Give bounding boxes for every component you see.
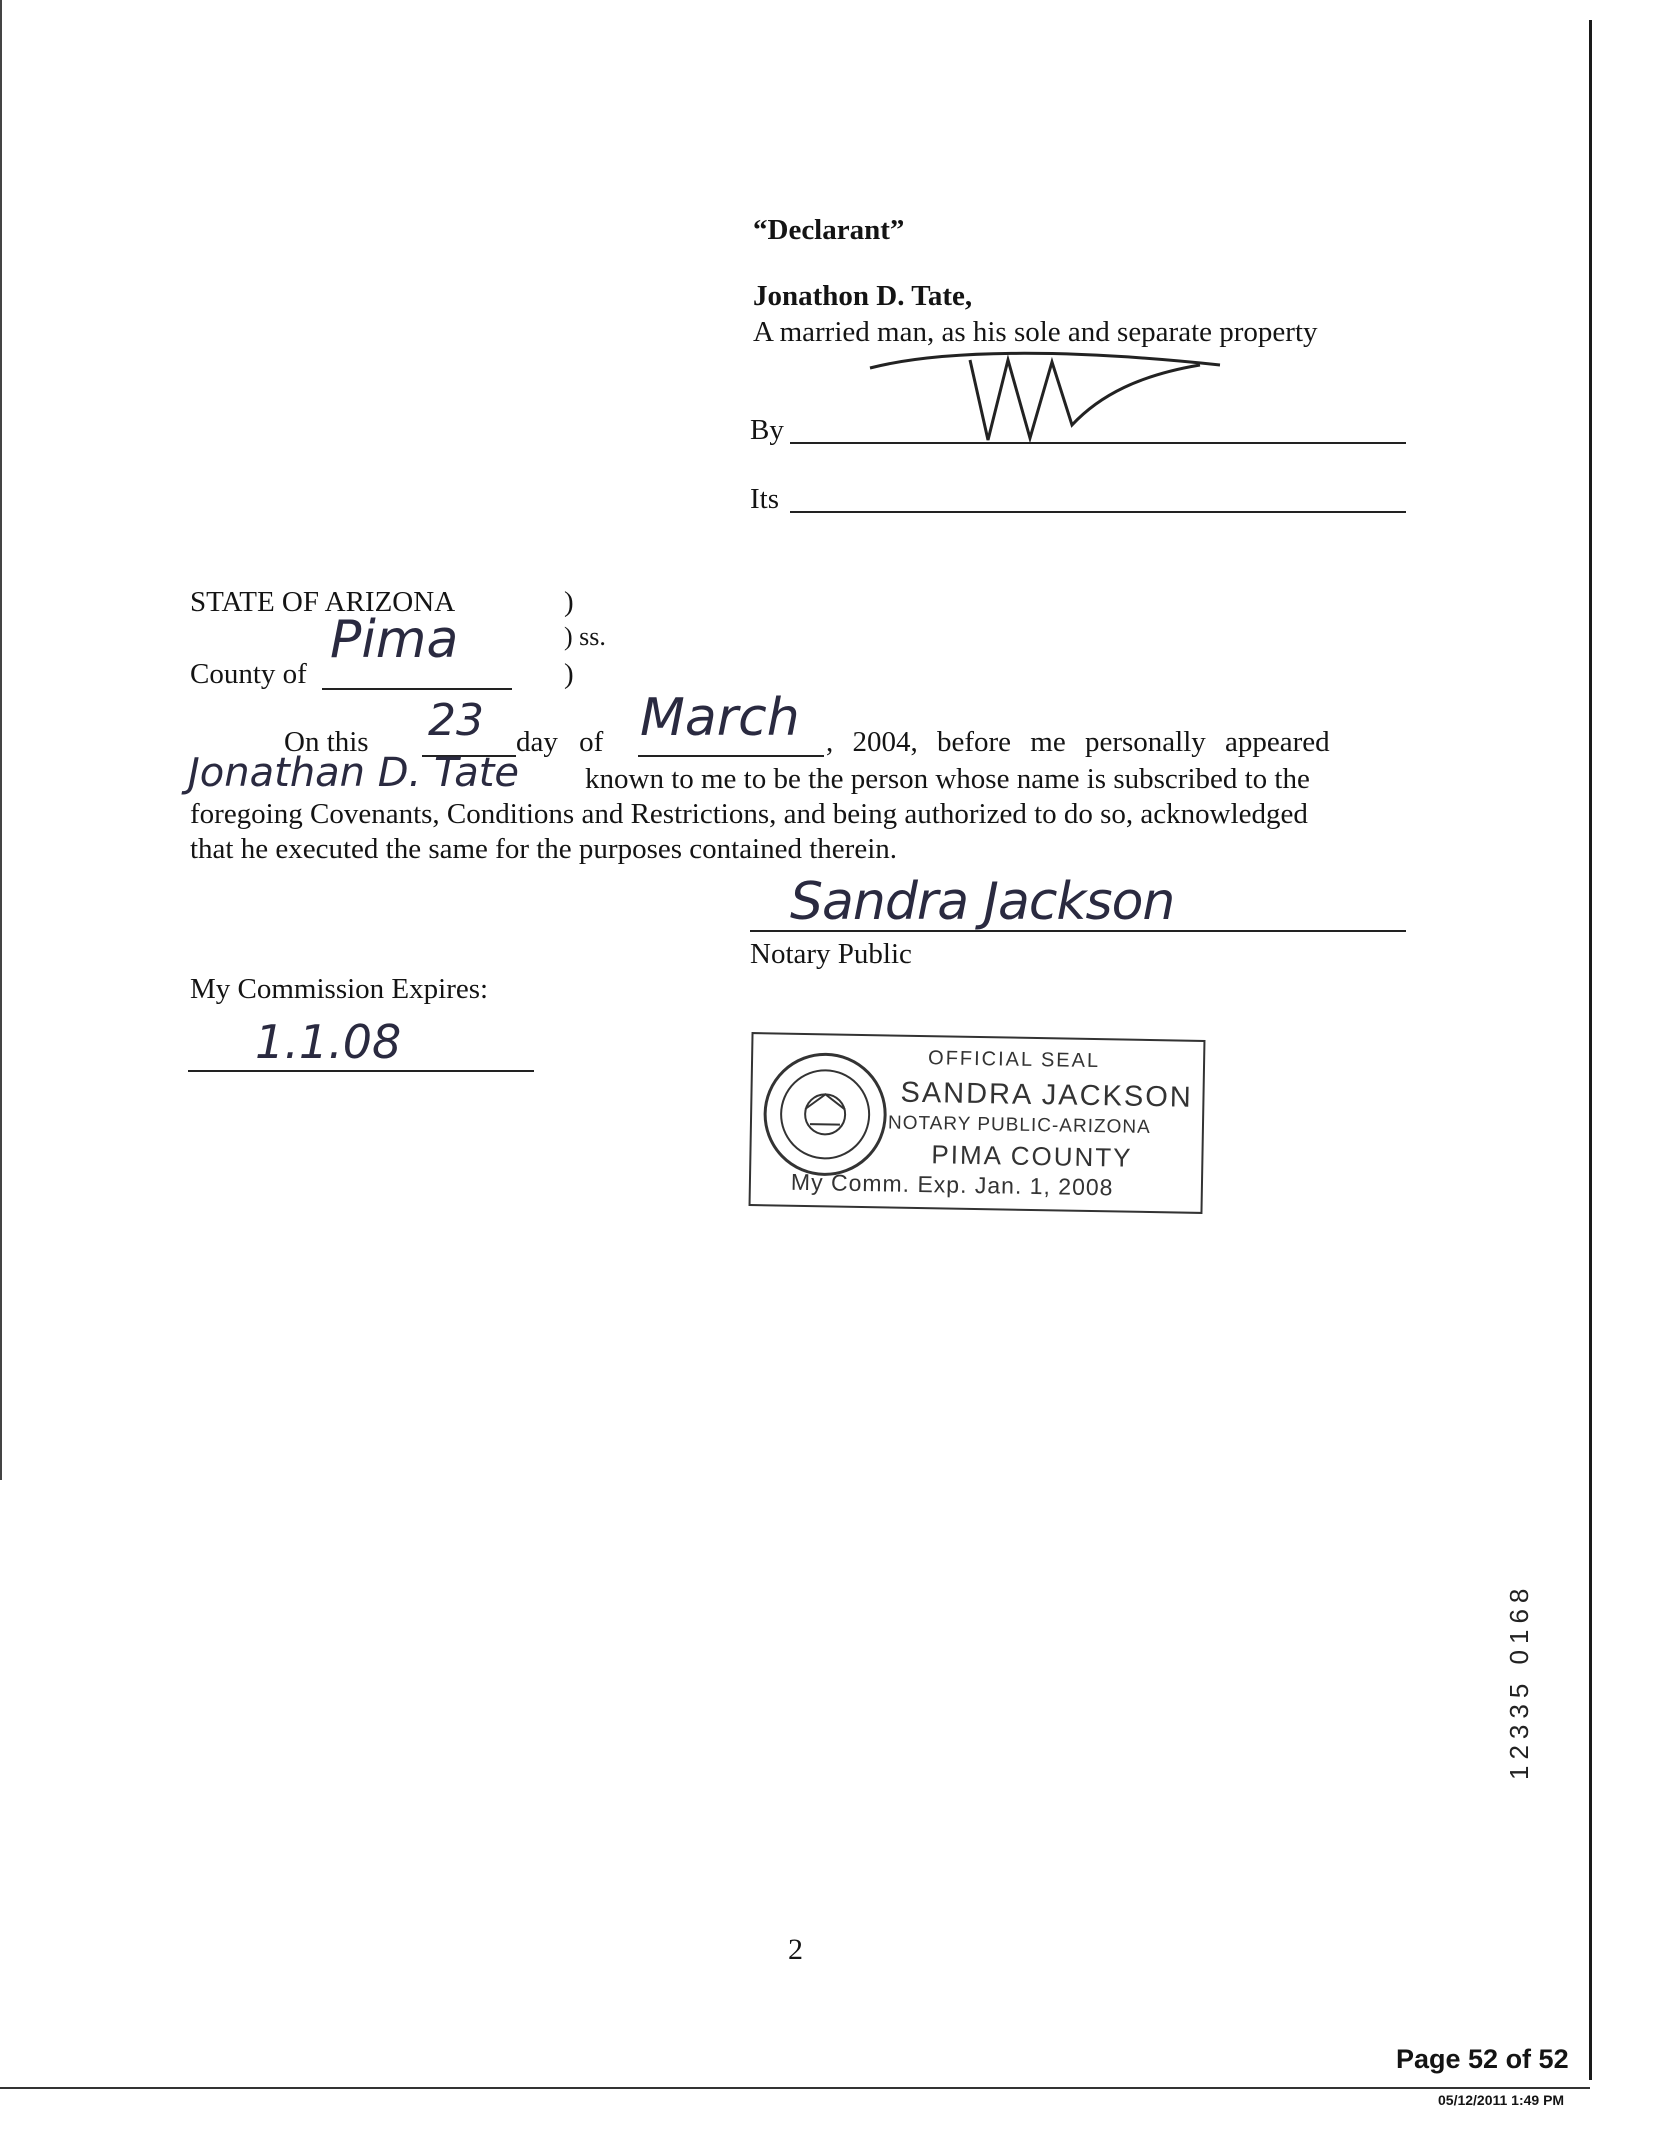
ack-line4: that he executed the same for the purposes contained therein. [190, 833, 898, 865]
ack-on-this: On this [284, 726, 369, 758]
page-bottom-rule [0, 2087, 1590, 2089]
county-line [322, 688, 512, 690]
county-handwritten: Pima [330, 610, 459, 670]
state-caption: STATE OF ARIZONA [190, 586, 456, 618]
ack-month-line [638, 755, 824, 757]
arizona-state-seal-icon [759, 1048, 891, 1180]
its-label: Its [750, 483, 779, 515]
venue-ss: ) ss. [564, 622, 606, 651]
declarant-signature [860, 340, 1260, 450]
ack-day-handwritten: 23 [428, 695, 484, 746]
declarant-name: Jonathon D. Tate, [753, 280, 973, 312]
its-line [790, 511, 1406, 513]
page-right-border [1589, 20, 1592, 2080]
declarant-description: A married man, as his sole and separate property [753, 316, 1318, 348]
seal-line5: My Comm. Exp. Jan. 1, 2008 [790, 1168, 1114, 1201]
scan-left-edge [0, 0, 2, 1480]
declarant-label: “Declarant” [753, 214, 905, 246]
commission-line [188, 1070, 534, 1072]
ack-line3: foregoing Covenants, Conditions and Restrictions, and being authorized to do so, acknowledged [190, 798, 1308, 830]
commission-label: My Commission Expires: [190, 973, 489, 1005]
print-timestamp: 05/12/2011 1:49 PM [1438, 2092, 1565, 2108]
official-seal-stamp [749, 1032, 1206, 1214]
side-recording-stamp: 12335 0168 [1504, 1582, 1534, 1780]
notary-signature-line [750, 930, 1406, 932]
ack-year-rest: , 2004, before me personally appeared [826, 726, 1330, 758]
page-of-total: Page 52 of 52 [1396, 2044, 1569, 2074]
notary-label: Notary Public [750, 938, 912, 970]
ack-line2-rest: known to me to be the person whose name is subscribed to the [585, 763, 1310, 795]
ack-name-handwritten: Jonathan D. Tate [188, 750, 520, 796]
seal-line3: NOTARY PUBLIC-ARIZONA [887, 1112, 1151, 1139]
page-number: 2 [788, 1933, 803, 1966]
venue-paren-1: ) [564, 586, 574, 618]
ack-day-of: day of [516, 726, 604, 758]
venue-paren-3: ) [564, 658, 574, 690]
by-label: By [750, 414, 784, 446]
seal-line2: SANDRA JACKSON [900, 1076, 1194, 1114]
notary-signature: Sandra Jackson [790, 872, 1175, 932]
commission-handwritten: 1.1.08 [255, 1015, 402, 1069]
ack-month-handwritten: March [640, 688, 800, 748]
seal-line1: OFFICIAL SEAL [927, 1047, 1101, 1073]
county-label: County of [190, 658, 307, 690]
seal-line4: PIMA COUNTY [931, 1139, 1133, 1173]
